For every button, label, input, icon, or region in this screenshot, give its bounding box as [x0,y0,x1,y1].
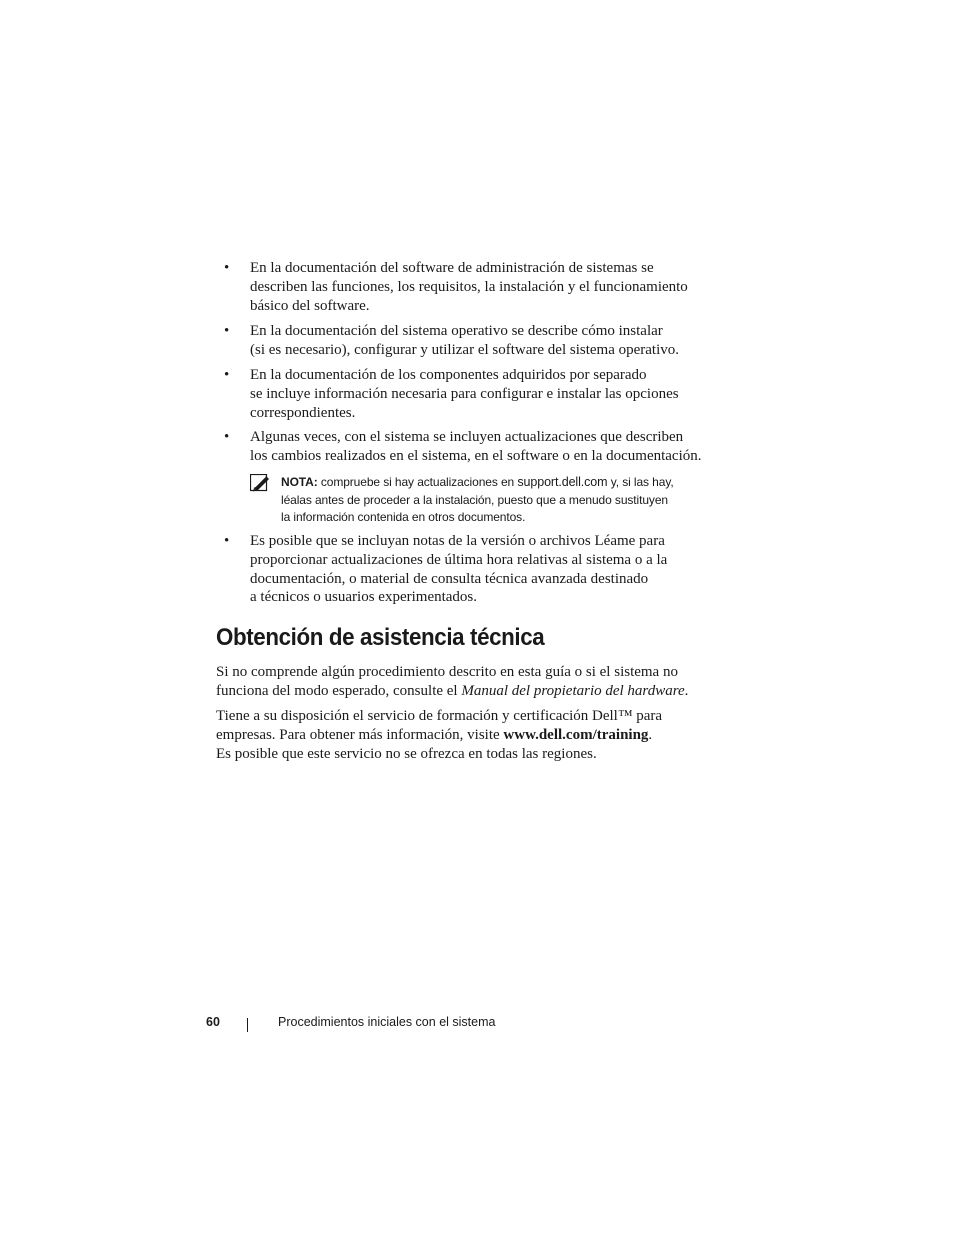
paragraph [216,707,736,764]
note-box [250,474,720,527]
list-item [224,322,704,360]
list-item-line: describen las funciones, los requisitos, la instalación y el funcionamiento [250,278,688,295]
list-item [224,259,704,315]
list-item [224,366,704,422]
note-text: compruebe si hay actualizaciones en [320,475,518,489]
bullet-symbol: • [224,533,230,549]
support-link[interactable]: support.dell.com [517,475,608,489]
list-item-line: En la documentación del sistema operativo se describe cómo instalar [250,323,663,339]
list-item-line: se incluye información necesaria para configurar e instalar las opciones [250,385,679,402]
bullet-symbol: • [224,429,230,445]
paragraph-text: . [648,727,653,743]
footer-title: Procedimientos iniciales con el sistema [278,1015,496,1029]
list-item-line: los cambios realizados en el sistema, en el software o en la documentación. [250,447,702,464]
list-item-line: (si es necesario), configurar y utilizar el software del sistema operativo. [250,341,680,358]
note-text: y, si las hay, [607,475,674,489]
section-heading: Obtención de asistencia técnica [216,624,545,651]
list-item-line: correspondientes. [250,404,356,421]
paragraph-text: funciona del modo esperado, consulte el [216,683,462,699]
paragraph-line [216,726,736,745]
note-line: la información contenida en otros documentos. [281,510,526,525]
bullet-symbol: • [224,367,230,383]
list-item [224,428,724,466]
page-number: 60 [206,1015,220,1029]
footer-separator [247,1018,248,1032]
paragraph-line [216,682,736,701]
list-item-line: documentación, o material de consulta técnica avanzada destinado [250,570,649,587]
list-item-line: Es posible que se incluyan notas de la versión o archivos Léame para [250,533,665,549]
list-item-line: En la documentación del software de administración de sistemas se [250,260,654,276]
list-item-line: En la documentación de los componentes adquiridos por separado [250,367,647,383]
paragraph-line: Tiene a su disposición el servicio de formación y certificación Dell™ para [216,708,663,724]
pencil-note-icon [250,474,272,492]
note-line: léalas antes de proceder a la instalación, puesto que a menudo sustituyen [281,492,668,507]
bullet-symbol: • [224,260,230,276]
paragraph [216,663,736,701]
list-item-line: a técnicos o usuarios experimentados. [250,589,478,606]
note-label: NOTA: [281,475,318,489]
paragraph-line: Es posible que este servicio no se ofrezca en todas las regiones. [216,746,597,762]
list-item [224,532,704,607]
list-item-line: Algunas veces, con el sistema se incluyen actualizaciones que describen [250,429,684,445]
paragraph-text: . [684,683,689,699]
note-line [281,474,720,492]
bullet-symbol: • [224,323,230,339]
list-item-line: básico del software. [250,297,370,314]
training-link[interactable]: www.dell.com/training [503,727,649,743]
manual-title: Manual del propietario del hardware [461,683,685,699]
list-item-line: proporcionar actualizaciones de última hora relativas al sistema o a la [250,551,668,568]
paragraph-text: empresas. Para obtener más información, visite [216,727,504,743]
paragraph-line: Si no comprende algún procedimiento descrito en esta guía o si el sistema no [216,664,678,680]
